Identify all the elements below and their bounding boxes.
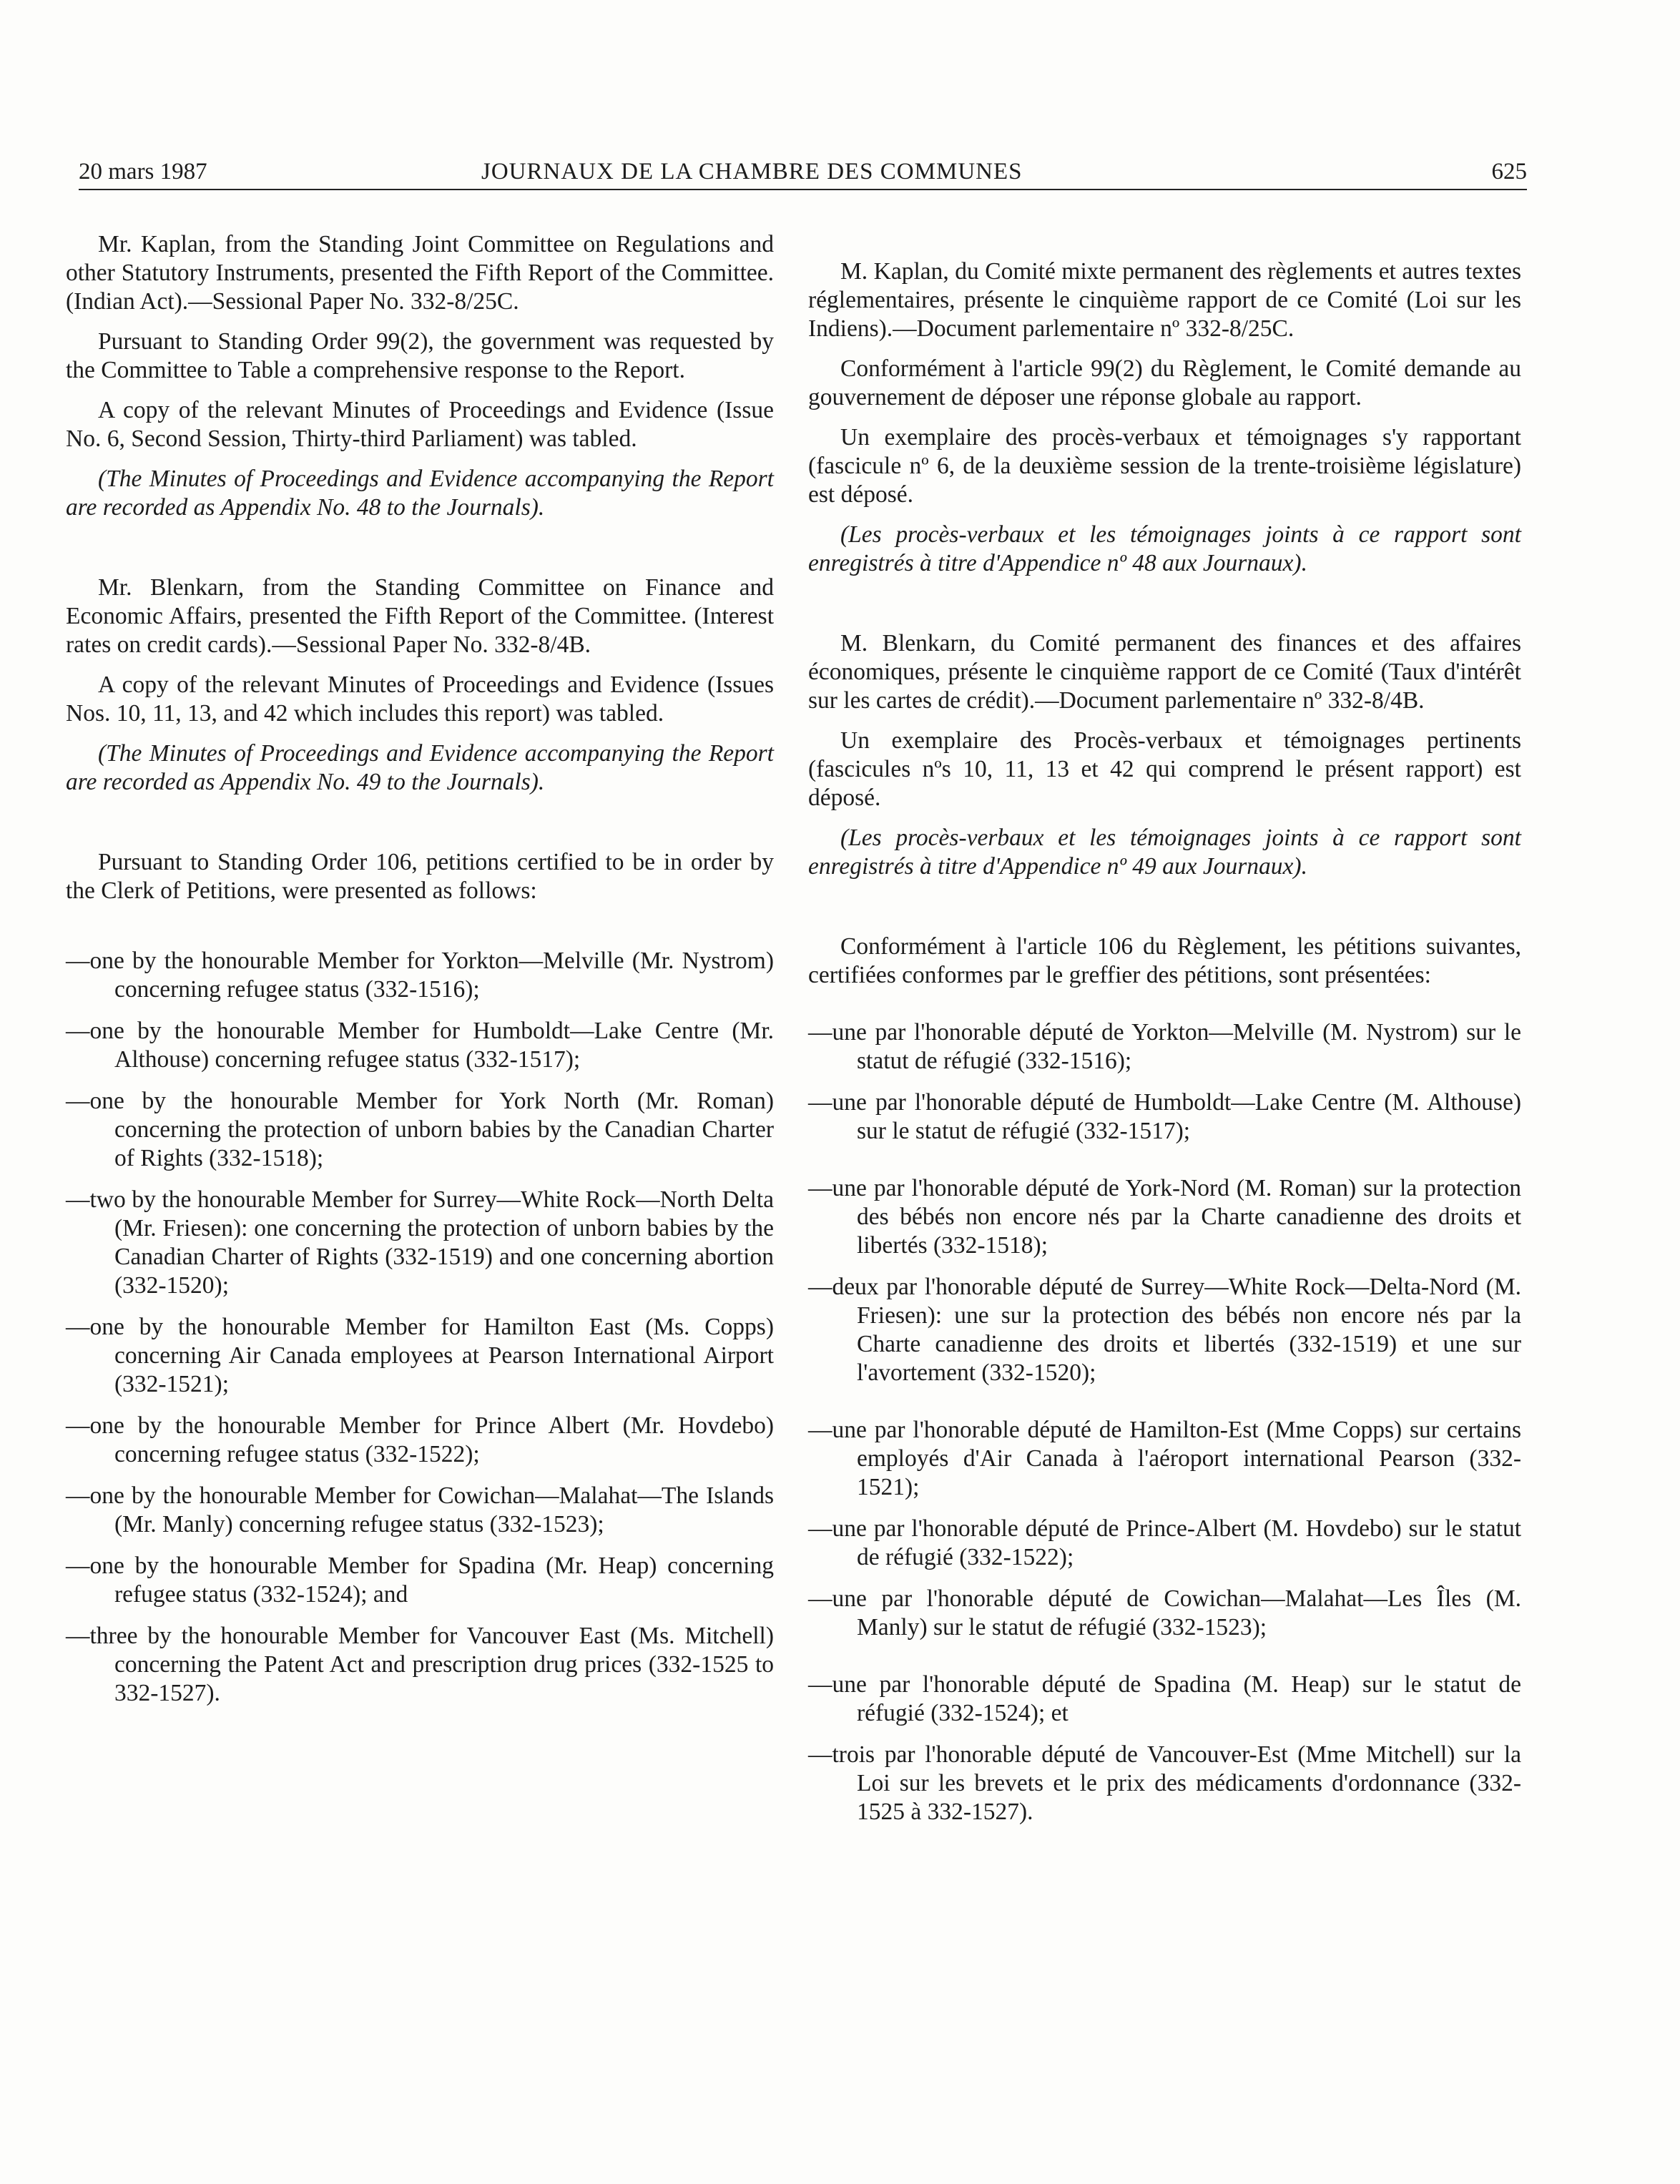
petition-item-fr: —une par l'honorable député de Humboldt—Lake Centre (M. Althouse) sur le statut de réfugié (332-1517); <box>808 1089 1521 1144</box>
kaplan-report-paragraph: Mr. Kaplan, from the Standing Joint Committee on Regulations and other Statutory Instruments, presented the Fifth Report of the Committee. (Indian Act).—Sessional Paper No. 332-8/25C. <box>66 231 774 315</box>
blenkarn-appendix-note: (The Minutes of Proceedings and Evidence accompanying the Report are recorded as Appendix No. 49 to the Journals). <box>66 740 774 795</box>
french-column <box>808 257 1521 1826</box>
petition-item-fr: —une par l'honorable député de Prince-Albert (M. Hovdebo) sur le statut de réfugié (332-1522); <box>808 1515 1521 1570</box>
petition-item: —two by the honourable Member for Surrey—White Rock—North Delta (Mr. Friesen): one concerning the protection of unborn babies by the Canadian Charter of Rights (332-1519) and one concerning abortion (332-1520); <box>66 1186 774 1299</box>
kaplan-appendix-note-fr: (Les procès-verbaux et les témoignages joints à ce rapport sont enregistrés à titre d'Appendice nº 48 aux Journaux). <box>808 521 1521 576</box>
petition-item-fr: —une par l'honorable député de Yorkton—Melville (M. Nystrom) sur le statut de réfugié (332-1516); <box>808 1019 1521 1074</box>
header-date: 20 mars 1987 <box>79 159 207 185</box>
header-title: JOURNAUX DE LA CHAMBRE DES COMMUNES <box>481 159 1023 185</box>
petition-item: —one by the honourable Member for Spadina (Mr. Heap) concerning refugee status (332-1524); and <box>66 1553 774 1608</box>
petition-item-fr: —une par l'honorable député de York-Nord (M. Roman) sur la protection des bébés non encore nés par la Charte canadienne des droits et libertés (332-1518); <box>808 1175 1521 1259</box>
petition-item: —one by the honourable Member for Yorkton—Melville (Mr. Nystrom) concerning refugee status (332-1516); <box>66 948 774 1003</box>
petition-item-fr: —une par l'honorable député de Cowichan—Malahat—Les Îles (M. Manly) sur le statut de réfugié (332-1523); <box>808 1585 1521 1641</box>
kaplan-minutes-paragraph: A copy of the relevant Minutes of Proceedings and Evidence (Issue No. 6, Second Session, Thirty-third Parliament) was tabled. <box>66 397 774 452</box>
blenkarn-appendix-note-fr: (Les procès-verbaux et les témoignages joints à ce rapport sont enregistrés à titre d'Appendice nº 49 aux Journaux). <box>808 825 1521 880</box>
page-number: 625 <box>1491 159 1527 185</box>
petition-item: —one by the honourable Member for Prince Albert (Mr. Hovdebo) concerning refugee status (332-1522); <box>66 1412 774 1467</box>
petition-item: —one by the honourable Member for Hamilton East (Ms. Copps) concerning Air Canada employees at Pearson International Airport (332-1521); <box>66 1314 774 1397</box>
petitions-intro: Pursuant to Standing Order 106, petitions certified to be in order by the Clerk of Petitions, were presented as follows: <box>66 849 774 904</box>
english-column <box>66 230 774 1708</box>
petition-item: —one by the honourable Member for Humboldt—Lake Centre (Mr. Althouse) concerning refugee status (332-1517); <box>66 1018 774 1073</box>
kaplan-appendix-note: (The Minutes of Proceedings and Evidence accompanying the Report are recorded as Appendix No. 48 to the Journals). <box>66 466 774 521</box>
petition-item: —three by the honourable Member for Vancouver East (Ms. Mitchell) concerning the Patent Act and prescription drug prices (332-1525 to 332-1527). <box>66 1623 774 1706</box>
blenkarn-report-paragraph-fr: M. Blenkarn, du Comité permanent des finances et des affaires économiques, présente le cinquième rapport de ce Comité (Taux d'intérêt sur les cartes de crédit).—Document parlementaire nº 332-8/4B. <box>808 630 1521 714</box>
blenkarn-minutes-paragraph-fr: Un exemplaire des Procès-verbaux et témoignages pertinents (fascicules nºs 10, 11, 13 et 42 qui comprend le présent rapport) est déposé. <box>808 727 1521 811</box>
kaplan-standing-order-paragraph: Pursuant to Standing Order 99(2), the government was requested by the Committee to Table a comprehensive response to the Report. <box>66 328 774 383</box>
petition-item: —one by the honourable Member for Cowichan—Malahat—The Islands (Mr. Manly) concerning refugee status (332-1523); <box>66 1482 774 1538</box>
page-header <box>79 140 1527 190</box>
petition-item-fr: —trois par l'honorable député de Vancouver-Est (Mme Mitchell) sur la Loi sur les brevets et le prix des médicaments d'ordonnance (332-1525 à 332-1527). <box>808 1741 1521 1825</box>
petition-item-fr: —une par l'honorable député de Hamilton-Est (Mme Copps) sur certains employés d'Air Canada à l'aéroport international Pearson (332-1521); <box>808 1417 1521 1500</box>
petition-item-fr: —une par l'honorable député de Spadina (M. Heap) sur le statut de réfugié (332-1524); et <box>808 1671 1521 1726</box>
petition-item-fr: —deux par l'honorable député de Surrey—White Rock—Delta-Nord (M. Friesen): une sur la protection des bébés non encore nés par la Charte canadienne des droits et libertés (332-1519) et une sur l'avortement (332-1520); <box>808 1274 1521 1386</box>
blenkarn-minutes-paragraph: A copy of the relevant Minutes of Proceedings and Evidence (Issues Nos. 10, 11, 13, and 42 which includes this report) was tabled. <box>66 672 774 727</box>
blenkarn-report-paragraph: Mr. Blenkarn, from the Standing Committee on Finance and Economic Affairs, presented the Fifth Report of the Committee. (Interest rates on credit cards).—Sessional Paper No. 332-8/4B. <box>66 574 774 658</box>
kaplan-standing-order-paragraph-fr: Conformément à l'article 99(2) du Règlement, le Comité demande au gouvernement de déposer une réponse globale au rapport. <box>808 355 1521 410</box>
petitions-intro-fr: Conformément à l'article 106 du Règlement, les pétitions suivantes, certifiées conformes par le greffier des pétitions, sont présentées: <box>808 933 1521 988</box>
petition-item: —one by the honourable Member for York North (Mr. Roman) concerning the protection of unborn babies by the Canadian Charter of Rights (332-1518); <box>66 1088 774 1171</box>
kaplan-report-paragraph-fr: M. Kaplan, du Comité mixte permanent des règlements et autres textes réglementaires, présente le cinquième rapport de ce Comité (Loi sur les Indiens).—Document parlementaire nº 332-8/25C. <box>808 258 1521 342</box>
kaplan-minutes-paragraph-fr: Un exemplaire des procès-verbaux et témoignages s'y rapportant (fascicule nº 6, de la deuxième session de la trente-troisième législature) est déposé. <box>808 424 1521 508</box>
